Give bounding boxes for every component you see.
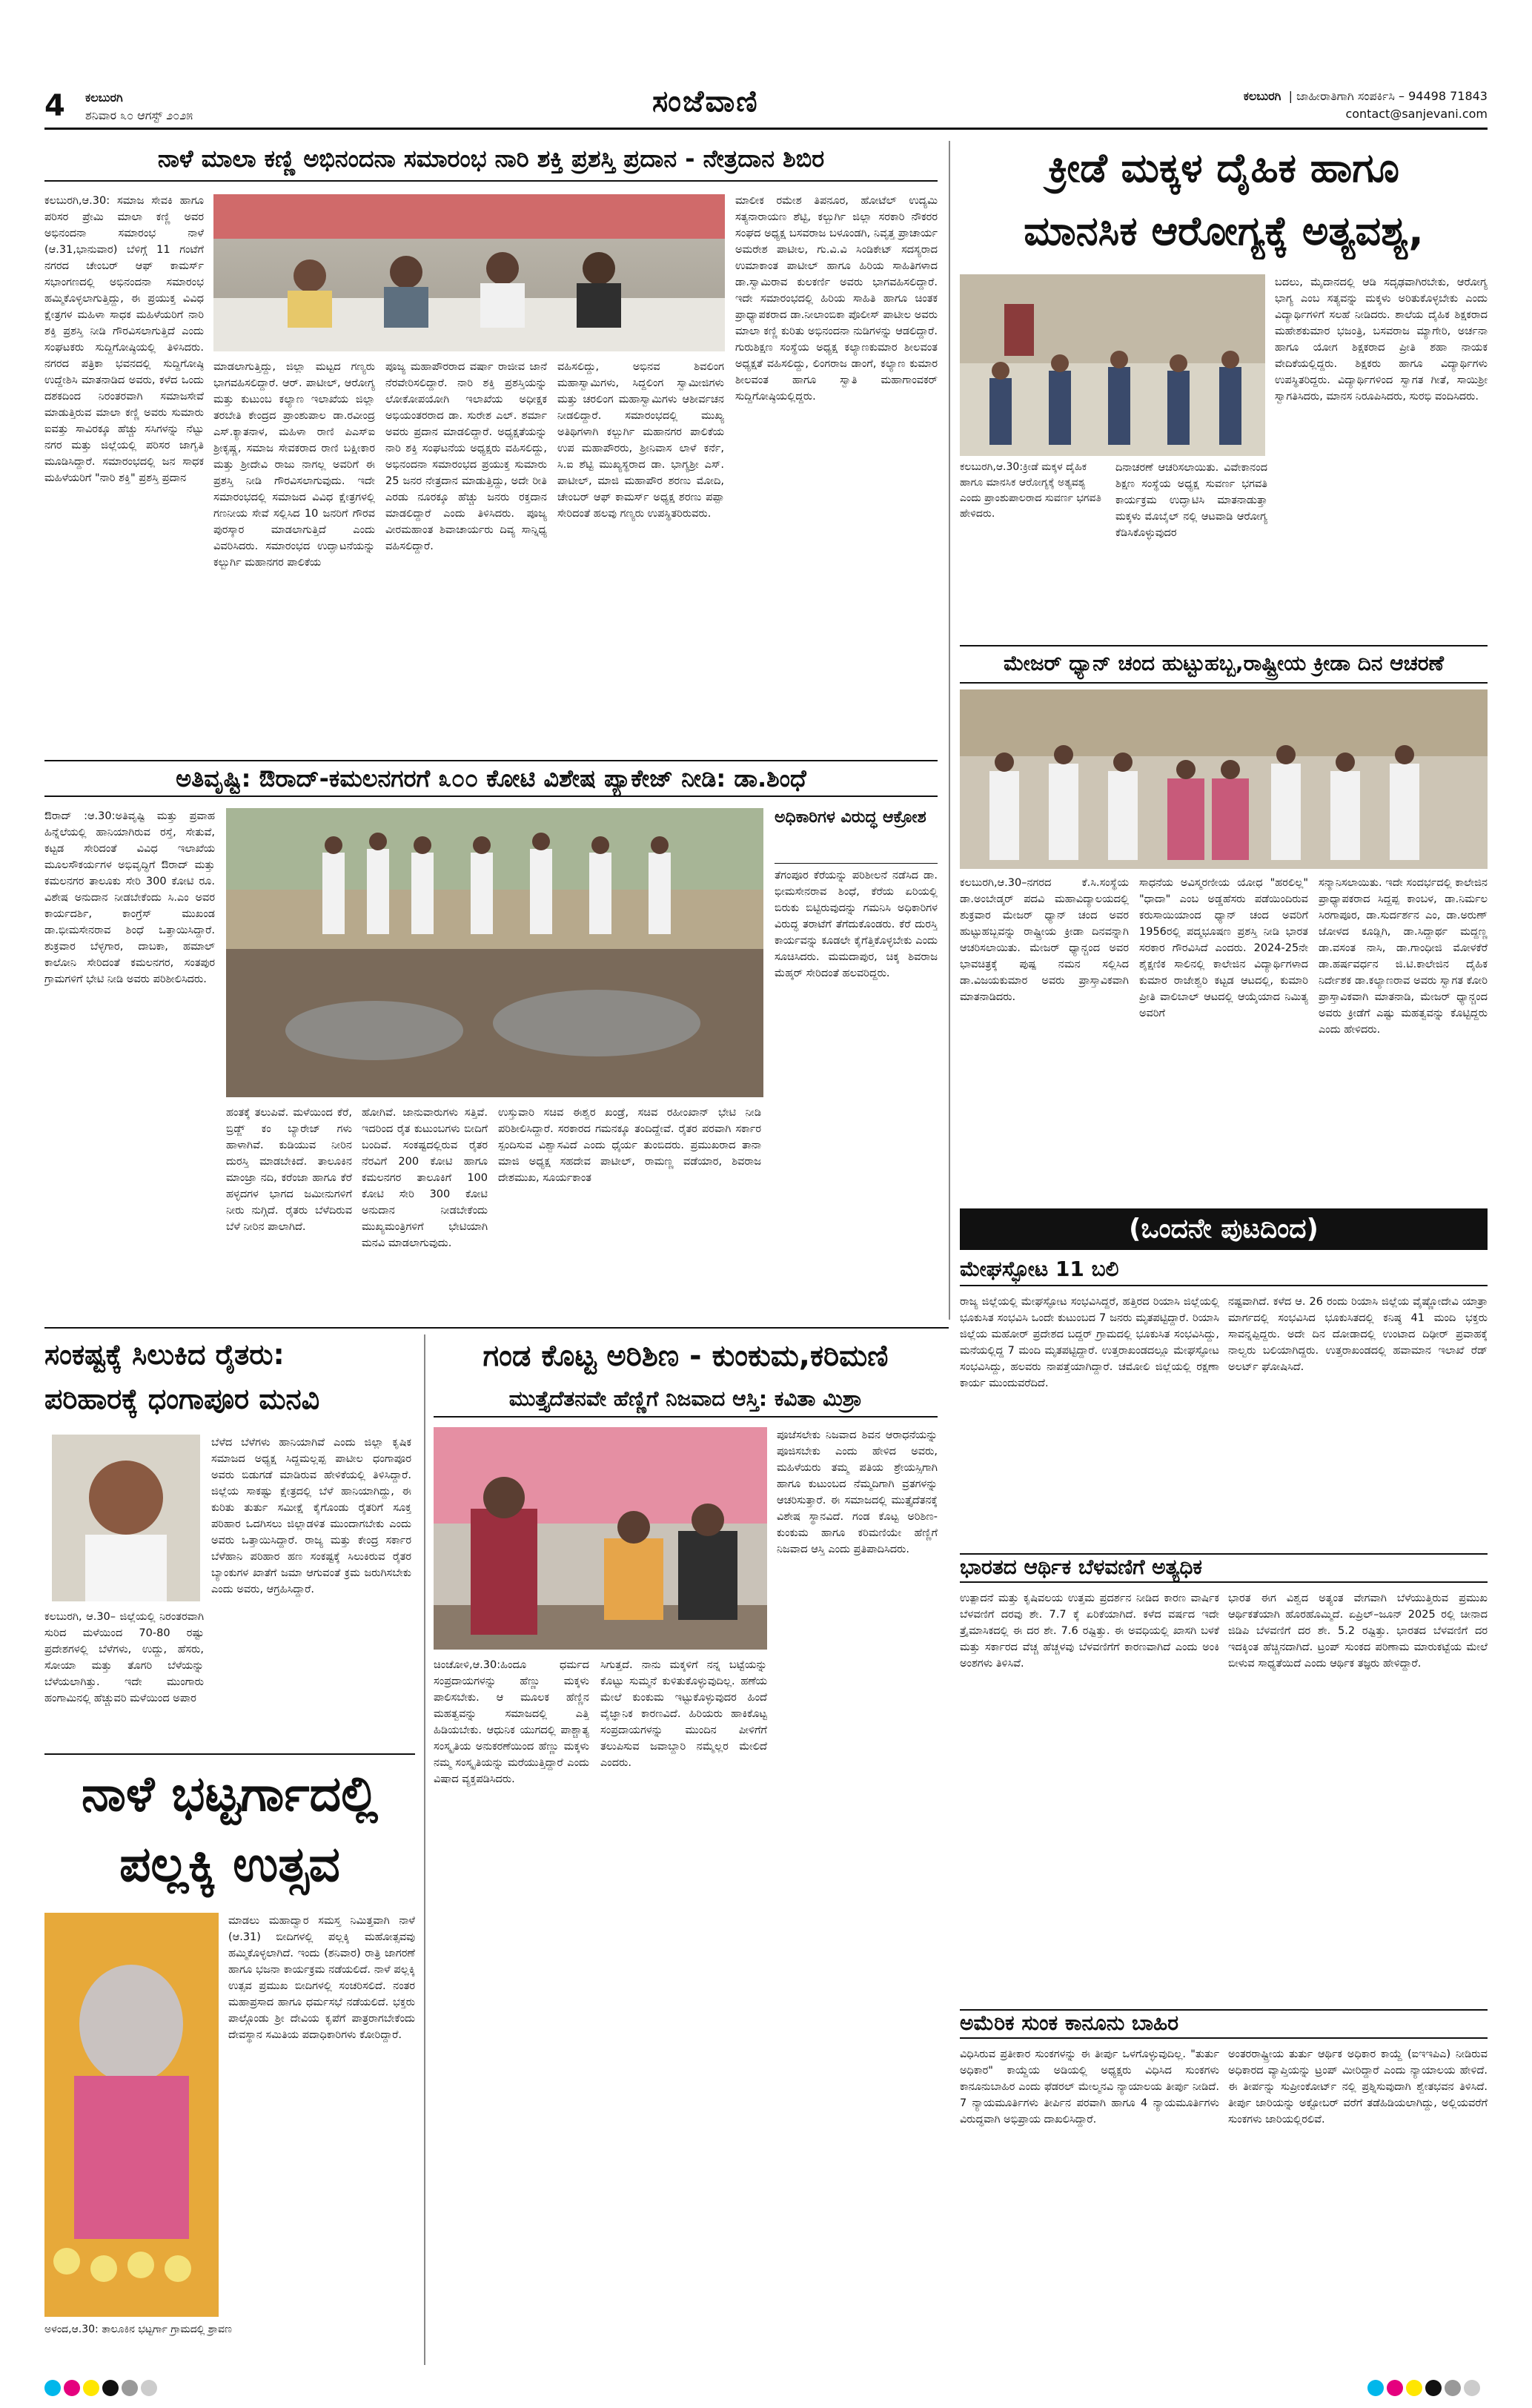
light-gray-mark xyxy=(141,2380,157,2396)
story4-col4: ಉಸ್ತುವಾರಿ ಸಚಿವ ಈಶ್ವರ ಖಂಡ್ರೆ, ಸಚಿವ ರಹೀಂಖಾನ್ ಭೇಟಿ ನೀಡಿ ಪರಿಶೀಲಿಸಿದ್ದಾರೆ. ಸರಕಾರದ ಗಮನಕ್ಕೂ ತಂದಿದ್ದೇವೆ. ರೈತರ ಪರವಾಗಿ ಸರ್ಕಾರ ಸ್ಪಂದಿಸುವ ವಿಶ್ವಾಸವಿದೆ ಎಂದು ಧೈರ್ಯ ತುಂಬಿದರು. ಪ್ರಮುಖರಾದ ತಾನಾ ಮಾಜಿ ಅಧ್ಯಕ್ಷ ಸಹದೇವ ಪಾಟೀಲ್, ರಾಮಣ್ಣ ವಡೆಯಾರ, ಶಿವರಾಜ ದೇಶಮುಖ, ಸೂರ್ಯಕಾಂತ xyxy=(498,1107,761,1184)
column-divider-2 xyxy=(424,1334,425,2365)
story4-col3: ಹೋಗಿವೆ. ಜಾನುವಾರುಗಳು ಸತ್ತಿವೆ. ಇದರಿಂದ ರೈತ ಕುಟುಂಬಗಳು ಬೀದಿಗೆ ಬಂದಿವೆ. ಸಂಕಷ್ಟದಲ್ಲಿರುವ ರೈತರ ನೆರವಿಗೆ 200 ಕೋಟಿ ಹಾಗೂ ಕಮಲನಗರ ತಾಲೂಕಿಗೆ 100 ಕೋಟಿ ಸೇರಿ 300 ಕೋಟಿ ಅನುದಾನ ನೀಡಬೇಕೆಂದು ಮುಖ್ಯಮಂತ್ರಿಗಳಿಗೆ ಭೇಟಿಯಾಗಿ ಮನವಿ ಮಾಡಲಾಗುವುದು. xyxy=(362,1107,488,1249)
story6-caption: ಅಳಂದ,ಆ.30: ತಾಲೂಕಿನ ಭಟ್ಟರ್ಗಾ ಗ್ರಾಮದಲ್ಲಿ ಶ್ರಾವಣ xyxy=(44,2323,232,2335)
sports-day-illustration xyxy=(960,274,1265,456)
story2-headline-2: ಮಾನಸಿಕ ಆರೋಗ್ಯಕ್ಕೆ ಅತ್ಯವಶ್ಯ, xyxy=(1024,208,1424,254)
continuation-sub1: ಮೇಘಸ್ಫೋಟ 11 ಬಲಿ xyxy=(960,1257,1488,1286)
story4-col5: ತೆಗಂಪೂರ ಕೆರೆಯನ್ನು ಪರಿಶೀಲನೆ ನಡೆಸಿದ ಡಾ. ಭೀಮಸೇನರಾವ ಶಿಂಧೆ, ಕೆರೆಯ ಏರಿಯಲ್ಲಿ ಬಿರುಕು ಬಿಟ್ಟಿರುವುದನ್ನು ಗಮನಿಸಿ ಅಧಿಕಾರಿಗಳ ವಿರುದ್ಧ ತರಾಟೆಗೆ ತೆಗೆದುಕೊಂಡರು. ಕೆರೆ ದುರಸ್ತಿ ಕಾರ್ಯವನ್ನು ಕೂಡಲೇ ಕೈಗೆತ್ತಿಕೊಳ್ಳಬೇಕು ಎಂದು ಸೂಚಿಸಿದರು. ಮಮದಾಪುರ, ಚಿಕ್ಕ ಶಿವರಾಜ ಮೆಹ್ಕರ್ ಸೇರಿದಂತೆ ಹಲವರಿದ್ದರು. xyxy=(775,870,938,979)
page-info xyxy=(85,89,193,125)
continuation-sub1-col2: ನಷ್ಟವಾಗಿದೆ. ಕಳೆದ ಆ. 26 ರಂದು ರಿಯಾಸಿ ಜಿಲ್ಲೆಯ ವೈಷ್ಣೋದೇವಿ ಯಾತ್ರಾ ಮಾರ್ಗದಲ್ಲಿ ಸಂಭವಿಸಿದ ಭೂಕುಸಿತದಲ್ಲಿ ಕನಿಷ್ಠ 41 ಮಂದಿ ಭಕ್ತರು ಸಾವನ್ನಪ್ಪಿದ್ದರು. ಅದೇ ದಿನ ದೋಡಾದಲ್ಲಿ ಉಂಟಾದ ದಿಢೀರ್ ಪ್ರವಾಹಕ್ಕೆ ನಾಲ್ವರು ಬಲಿಯಾಗಿದ್ದರು. ಉತ್ತರಾಖಂಡದಲ್ಲಿ ಹವಾಮಾನ ಇಲಾಖೆ ರೆಡ್ ಅಲರ್ಟ್ ಘೋಷಿಸಿದೆ. xyxy=(1228,1296,1488,1373)
story4-col1: ಔರಾದ್ :ಆ.30:ಅತಿವೃಷ್ಟಿ ಮತ್ತು ಪ್ರವಾಹ ಹಿನ್ನೆಲೆಯಲ್ಲಿ ಹಾನಿಯಾಗಿರುವ ರಸ್ತೆ, ಸೇತುವೆ, ಕಟ್ಟಡ ಸೇರಿದಂತೆ ವಿವಿಧ ಇಲಾಖೆಯ ಮೂಲಸೌಕರ್ಯಗಳ ಅಭಿವೃದ್ಧಿಗೆ ಔರಾದ್ ಮತ್ತು ಕಮಲನಗರ ತಾಲೂಕು ಸೇರಿ 300 ಕೋಟಿ ರೂ. ವಿಶೇಷ ಅನುದಾನ ನೀಡಬೇಕೆಂದು ಸಿ.ಎಂ ಅವರ ಕಾರ್ಯದರ್ಶಿ, ಕಾಂಗ್ರೆಸ್ ಮುಖಂಡ ಡಾ.ಭೀಮಸೇನರಾವ ಶಿಂಧೆ ಒತ್ತಾಯಿಸಿದ್ದಾರೆ. ಶುಕ್ರವಾರ ಬೆಳ್ಳಗಾರ, ದಾಬಕಾ, ಹಮಾಲ್ ಕಾಲೋನಿ ಸೇರಿದಂತೆ ಕಮಲನಗರ, ಸಂತಪುರ ಗ್ರಾಮಗಳಿಗೆ ಭೇಟಿ ನೀಡಿ ಅವರು ಪರಿಶೀಲಿಸಿದರು. xyxy=(44,810,215,985)
masthead-logo: ಸಂಜೆವಾಣಿ xyxy=(652,85,759,119)
gray-mark xyxy=(1445,2380,1461,2396)
story7-col3: ಸಿಗುತ್ತದೆ. ನಾನು ಮಕ್ಕಳಿಗೆ ನನ್ನ ಬಟ್ಟೆಯನ್ನು ಕೊಟ್ಟು ಸುಮ್ಮನೆ ಕುಳಿತುಕೊಳ್ಳುವುದಿಲ್ಲ. ಹಣೆಯ ಮೇಲೆ ಕುಂಕುಮ ಇಟ್ಟುಕೊಳ್ಳುವುದರ ಹಿಂದೆ ವೈಜ್ಞಾನಿಕ ಕಾರಣವಿದೆ. ಹಿರಿಯರು ಹಾಕಿಕೊಟ್ಟ ಸಂಪ್ರದಾಯಗಳನ್ನು ಮುಂದಿನ ಪೀಳಿಗೆಗೆ ತಲುಪಿಸುವ ಜವಾಬ್ದಾರಿ ನಮ್ಮೆಲ್ಲರ ಮೇಲಿದೆ ಎಂದರು. xyxy=(600,1659,767,1769)
story2-col-b: ದಿನಾಚರಣೆ ಆಚರಿಸಲಾಯಿತು. ವಿವೇಕಾನಂದ ಶಿಕ್ಷಣ ಸಂಸ್ಥೆಯ ಅಧ್ಯಕ್ಷ ಸುವರ್ಣ ಭಗವತಿ ಕಾರ್ಯಕ್ರಮ ಉದ್ಘಾಟಿಸಿ ಮಾತನಾಡುತ್ತಾ ಮಕ್ಕಳು ಮೊಬೈಲ್ ನಲ್ಲಿ ಆಟವಾಡಿ ಆರೋಗ್ಯ ಕೆಡಿಸಿಕೊಳ್ಳುವುದರ xyxy=(1115,462,1267,539)
story1-col3: ಪೂಜ್ಯ ಮಹಾಪೌರರಾದ ವರ್ಷಾ ರಾಜೀವ ಜಾನೆ ನೆರವೇರಿಸಲಿದ್ದಾರೆ. ನಾರಿ ಶಕ್ತಿ ಪ್ರಶಸ್ತಿಯನ್ನು ಲೋಕೋಪಯೋಗಿ ಇಲಾಖೆಯ ಅಧೀಕ್ಷಕ ಅಭಿಯಂತರರಾದ ಡಾ. ಸುರೇಶ ಎಲ್. ಶರ್ಮಾ ಅವರು ಪ್ರದಾನ ಮಾಡಲಿದ್ದಾರೆ. ಅಧ್ಯಕ್ಷತೆಯನ್ನು ನಾರಿ ಶಕ್ತಿ ಸಂಘಟನೆಯ ಅಧ್ಯಕ್ಷರು ವಹಿಸಲಿದ್ದು, ಅಭಿನಂದನಾ ಸಮಾರಂಭದ ಪ್ರಯುಕ್ತ ಸುಮಾರು 25 ಜನರ ನೇತ್ರದಾನ ಮಾಡುತ್ತಿದ್ದು, ಅದೇ ರೀತಿ ಎರಡು ನೂರಕ್ಕೂ ಹೆಚ್ಚು ಜನರು ರಕ್ತದಾನ ಮಾಡಲಿದ್ದಾರೆ ಎಂದು ತಿಳಿಸಿದರು. ಪೂಜ್ಯ ವೀರಮಹಾಂತ ಶಿವಾಚಾರ್ಯರು ದಿವ್ಯ ಸಾನ್ನಿಧ್ಯ ವಹಿಸಲಿದ್ದಾರೆ. xyxy=(385,361,547,552)
press-meet-illustration xyxy=(213,194,725,351)
story3-col1: ಕಲಬುರಗಿ,ಆ.30–ನಗರದ ಕೆ.ಸಿ.ಸಂಸ್ಥೆಯ ಡಾ.ಅಂಬೇಡ್ಕರ್ ಪದವಿ ಮಹಾವಿದ್ಯಾಲಯದಲ್ಲಿ ಶುಕ್ರವಾರ ಮೇಜರ್ ಧ್ಯಾನ್ ಚಂದ ಅವರ ಹುಟ್ಟುಹಬ್ಬವನ್ನು ರಾಷ್ಟ್ರೀಯ ಕ್ರೀಡಾ ದಿನವನ್ನಾಗಿ ಆಚರಿಸಲಾಯಿತು. ಮೇಜರ್ ಧ್ಯಾನ್ಚಂದ ಅವರ ಭಾವಚಿತ್ರಕ್ಕೆ ಪುಷ್ಪ ನಮನ ಸಲ್ಲಿಸಿದ ಡಾ.ವಿಜಯಕುಮಾರ ಅವರು ಪ್ರಾಸ್ತಾವಿಕವಾಗಿ ಮಾತನಾಡಿದರು. xyxy=(960,877,1129,1003)
story7-subhead: ಮುತ್ತೈದೆತನವೇ ಹೆಣ್ಣಿಗೆ ನಿಜವಾದ ಆಸ್ತಿ: ಕವಿತಾ ಮಿಶ್ರಾ xyxy=(434,1386,938,1418)
section-rule-2 xyxy=(44,1753,415,1755)
story4-photo xyxy=(226,808,763,1097)
story7-col2: ಚಿಂಚೋಳಿ,ಆ.30:ಹಿಂದೂ ಧರ್ಮದ ಸಂಪ್ರದಾಯಗಳನ್ನು ಹೆಣ್ಣು ಮಕ್ಕಳು ಪಾಲಿಸಬೇಕು. ಆ ಮೂಲಕ ಹೆಣ್ಣಿನ ಮಹತ್ವವನ್ನು ಸಮಾಜದಲ್ಲಿ ಎತ್ತಿ ಹಿಡಿಯಬೇಕು. ಆಧುನಿಕ ಯುಗದಲ್ಲಿ ಪಾಶ್ಚಾತ್ಯ ಸಂಸ್ಕೃತಿಯ ಅನುಕರಣೆಯಿಂದ ಹೆಣ್ಣು ಮಕ್ಕಳು ನಮ್ಮ ಸಂಸ್ಕೃತಿಯನ್ನು ಮರೆಯುತ್ತಿದ್ದಾರೆ ಎಂದು ವಿಷಾದ ವ್ಯಕ್ತಪಡಿಸಿದರು. xyxy=(434,1659,589,1785)
cyan-mark xyxy=(44,2380,61,2396)
story3-photo xyxy=(960,689,1488,869)
header-contact xyxy=(1244,87,1488,123)
gray-mark xyxy=(122,2380,138,2396)
yellow-mark xyxy=(83,2380,99,2396)
contact-email[interactable]: contact@sanjevani.com xyxy=(1345,107,1488,121)
light-gray-mark xyxy=(1464,2380,1480,2396)
header-city-right: ಕಲಬುರಗಿ xyxy=(1243,89,1281,103)
cyan-mark xyxy=(1367,2380,1384,2396)
story5-headline-2: ಪರಿಹಾರಕ್ಕೆ ಧಂಗಾಪೂರ ಮನವಿ xyxy=(44,1383,320,1415)
award-ceremony-illustration xyxy=(960,689,1488,869)
story1-photo xyxy=(213,194,725,351)
story6-text: ಮಾಡಲು ಮಹಾದ್ವಾರ ಸಮಸ್ತ ನಿಮಿತ್ತವಾಗಿ ನಾಳೆ (ಆ.31) ಬೀದಿಗಳಲ್ಲಿ ಪಲ್ಲಕ್ಕಿ ಮಹೋತ್ಸವವು ಹಮ್ಮಿಕೊಳ್ಳಲಾಗಿದೆ. ಇಂದು (ಶನಿವಾರ) ರಾತ್ರಿ ಜಾಗರಣೆ ಹಾಗೂ ಭಜನಾ ಕಾರ್ಯಕ್ರಮ ನಡೆಯಲಿದೆ. ನಾಳೆ ಪಲ್ಲಕ್ಕಿ ಉತ್ಸವ ಪ್ರಮುಖ ಬೀದಿಗಳಲ್ಲಿ ಸಂಚರಿಸಲಿದೆ. ನಂತರ ಮಹಾಪ್ರಸಾದ ಹಾಗೂ ಧರ್ಮಸಭೆ ನಡೆಯಲಿದೆ. ಭಕ್ತರು ಪಾಲ್ಗೊಂಡು ಶ್ರೀ ದೇವಿಯ ಕೃಪೆಗೆ ಪಾತ್ರರಾಗಬೇಕೆಂದು ದೇವಸ್ಥಾನ ಸಮಿತಿಯ ಪದಾಧಿಕಾರಿಗಳು ಕೋರಿದ್ದಾರೆ. xyxy=(228,1915,415,2041)
story2-headline-1: ಕ್ರೀಡೆ ಮಕ್ಕಳ ದೈಹಿಕ ಹಾಗೂ xyxy=(1048,145,1399,191)
continuation-sub1-col1: ರಾಜ್ಯ ಜಿಲ್ಲೆಯಲ್ಲಿ ಮೇಘಸ್ಫೋಟ ಸಂಭವಿಸಿದ್ದರೆ, ಹತ್ತಿರದ ರಿಯಾಸಿ ಜಿಲ್ಲೆಯಲ್ಲಿ ಭೂಕುಸಿತ ಸಂಭವಿಸಿ ಒಂದೇ ಕುಟುಂಬದ 7 ಜನರು ಮೃತಪಟ್ಟಿದ್ದಾರೆ. ರಿಯಾಸಿ ಜಿಲ್ಲೆಯ ಮಹೋರ್ ಪ್ರದೇಶದ ಬದ್ದರ್ ಗ್ರಾಮದಲ್ಲಿ ಭೂಕುಸಿತ ಸಂಭವಿಸಿದ್ದು, ಮನೆಯಲ್ಲಿದ್ದ 7 ಮಂದಿ ಮೃತಪಟ್ಟಿದ್ದಾರೆ. ಉತ್ತರಾಖಂಡದಲ್ಲೂ ಮೇಘಸ್ಫೋಟ ಸಂಭವಿಸಿದ್ದು, ಹಲವರು ನಾಪತ್ತೆಯಾಗಿದ್ದಾರೆ. ಚಮೋಲಿ ಜಿಲ್ಲೆಯಲ್ಲಿ ರಕ್ಷಣಾ ಕಾರ್ಯ ಮುಂದುವರೆದಿದೆ. xyxy=(960,1296,1219,1389)
continuation-sub2: ಭಾರತದ ಆರ್ಥಿಕ ಬೆಳವಣಿಗೆ ಅತ್ಯಧಿಕ xyxy=(960,1553,1488,1583)
header-date: ಶನಿವಾರ ೩೦ ಆಗಸ್ಟ್ ೨೦೨೫ xyxy=(85,108,193,122)
story3-headline: ಮೇಜರ್ ಧ್ಯಾನ್ ಚಂದ ಹುಟ್ಟುಹಬ್ಬ,ರಾಷ್ಟ್ರೀಯ ಕ್ರೀಡಾ ದಿನ ಆಚರಣೆ xyxy=(960,645,1488,684)
story4-headline: ಅತಿವೃಷ್ಟಿ: ಔರಾದ್-ಕಮಲನಗರಗೆ ೩೦೦ ಕೋಟಿ ವಿಶೇಷ ಪ್ಯಾಕೇಜ್ ನೀಡಿ: ಡಾ.ಶಿಂಧೆ xyxy=(44,760,938,797)
story5-portrait xyxy=(52,1435,200,1601)
magenta-mark xyxy=(64,2380,80,2396)
continuation-sub2-col1: ಉತ್ಪಾದನೆ ಮತ್ತು ಕೃಷಿವಲಯ ಉತ್ತಮ ಪ್ರದರ್ಶನ ನೀಡಿದ ಕಾರಣ ವಾರ್ಷಿಕ ಬೆಳವಣಿಗೆ ದರವು ಶೇ. 7.7 ಕ್ಕೆ ಏರಿಕೆಯಾಗಿದೆ. ಕಳೆದ ವರ್ಷದ ಇದೇ ತ್ರೈಮಾಸಿಕದಲ್ಲಿ ಈ ದರ ಶೇ. 7.6 ರಷ್ಟಿತ್ತು. ಈ ಅವಧಿಯಲ್ಲಿ ಖಾಸಗಿ ಬಳಕೆ ಮತ್ತು ಸರ್ಕಾರದ ವೆಚ್ಚ ಹೆಚ್ಚಳವು ಬೆಳವಣಿಗೆಗೆ ಕಾರಣವಾಗಿದೆ ಎಂದು ಅಂಕಿ ಅಂಶಗಳು ತಿಳಿಸಿವೆ. xyxy=(960,1592,1219,1670)
continuation-sub3-col1: ವಿಧಿಸಿರುವ ಪ್ರತೀಕಾರ ಸುಂಕಗಳನ್ನು ಈ ತೀರ್ಪು ಒಳಗೊಳ್ಳುವುದಿಲ್ಲ. "ತುರ್ತು ಅಧಿಕಾರ" ಕಾಯ್ದೆಯ ಅಡಿಯಲ್ಲಿ ಅಧ್ಯಕ್ಷರು ವಿಧಿಸಿದ ಸುಂಕಗಳು ಕಾನೂನುಬಾಹಿರ ಎಂದು ಫೆಡರಲ್ ಮೇಲ್ಮನವಿ ನ್ಯಾಯಾಲಯ ತೀರ್ಪು ನೀಡಿದೆ. 7 ನ್ಯಾಯಮೂರ್ತಿಗಳು ತೀರ್ಪಿನ ಪರವಾಗಿ ಹಾಗೂ 4 ನ್ಯಾಯಮೂರ್ತಿಗಳು ವಿರುದ್ಧವಾಗಿ ಅಭಿಪ್ರಾಯ ದಾಖಲಿಸಿದ್ದಾರೆ. xyxy=(960,2048,1219,2126)
story3-col2: ಸಾಧನೆಯ ಅವಿಸ್ಮರಣೀಯ ಯೋಧ "ಹರಲಿಲ್ಲ" "ಧಾದಾ" ಎಂಬ ಅಡ್ಡಹೆಸರು ಪಡೆಯಿಂದಿರುವ ಕರುಸಾಯಿಯಾಂದ ಧ್ಯಾನ್ ಚಂದ ಅವರಿಗೆ 1956ರಲ್ಲಿ ಪದ್ಮಭೂಷಣ ಪ್ರಶಸ್ತಿ ನೀಡಿ ಭಾರತ ಸರಕಾರ ಗೌರವಿಸಿದೆ ಎಂದರು. 2024-25ನೇ ಶೈಕ್ಷಣಿಕ ಸಾಲಿನಲ್ಲಿ ಕಾಲೇಜಿನ ವಿದ್ಯಾರ್ಥಿಗಳಾದ ಕುಮಾರ ರಾಜೇಶ್ವರಿ ಕಟ್ಟಡ ಆಟದಲ್ಲಿ, ಕುಮಾರಿ ಪ್ರೀತಿ ವಾಲಿಬಾಲ್ ಆಟದಲ್ಲಿ ಆಯ್ಕೆಯಾದ ನಿಮಿತ್ಯ ಅವರಿಗೆ xyxy=(1139,877,1308,1019)
page-number: 4 xyxy=(44,89,65,123)
continuation-sub3-col2: ಅಂತರರಾಷ್ಟ್ರೀಯ ತುರ್ತು ಆರ್ಥಿಕ ಅಧಿಕಾರ ಕಾಯ್ದೆ (ಐಇಇಪಿಎ) ನೀಡಿರುವ ಅಧಿಕಾರದ ವ್ಯಾಪ್ತಿಯನ್ನು ಟ್ರಂಪ್ ಮೀರಿದ್ದಾರೆ ಎಂದು ನ್ಯಾಯಾಲಯ ಹೇಳಿದೆ. ಈ ತೀರ್ಪನ್ನು ಸುಪ್ರೀಂಕೋರ್ಟ್ ನಲ್ಲಿ ಪ್ರಶ್ನಿಸುವುದಾಗಿ ಶ್ವೇತಭವನ ತಿಳಿಸಿದೆ. ತೀರ್ಪು ಜಾರಿಯನ್ನು ಅಕ್ಟೋಬರ್ ವರೆಗೆ ತಡೆಹಿಡಿಯಲಾಗಿದ್ದು, ಅಲ್ಲಿಯವರೆಗೆ ಸುಂಕಗಳು ಜಾರಿಯಲ್ಲಿರಲಿವೆ. xyxy=(1228,2048,1488,2126)
continuation-banner: (ಒಂದನೇ ಪುಟದಿಂದ) xyxy=(960,1208,1488,1250)
story4-subhead: ಅಧಿಕಾರಿಗಳ ವಿರುದ್ಧ ಆಕ್ರೋಶ xyxy=(775,808,938,864)
continuation-sub3: ಅಮೆರಿಕ ಸುಂಕ ಕಾನೂನು ಬಾಹಿರ xyxy=(960,2009,1488,2039)
yellow-mark xyxy=(1406,2380,1422,2396)
story7-headline: ಗಂಡ ಕೊಟ್ಟ ಅರಿಶಿಣ - ಕುಂಕುಮ,ಕರಿಮಣಿ xyxy=(483,1339,889,1373)
black-mark xyxy=(1425,2380,1442,2396)
person-portrait xyxy=(52,1435,200,1601)
ads-contact: | ಜಾಹೀರಾತಿಗಾಗಿ ಸಂಪರ್ಕಿಸಿ – 94498 71843 xyxy=(1288,89,1488,103)
story2-photo xyxy=(960,274,1265,456)
story4-col2: ಹಂತಕ್ಕೆ ತಲುಪಿವೆ. ಮಳೆಯಿಂದ ಕೆರೆ, ಬ್ರಿಡ್ಜ್ ಕಂ ಬ್ಯಾರೇಜ್ ಗಳು ಹಾಳಾಗಿವೆ. ಕುಡಿಯುವ ನೀರಿನ ದುರಸ್ತಿ ಮಾಡಬೇಕಿದೆ. ತಾಲೂಕಿನ ಮಾಂಜ್ರಾ ನದಿ, ಕರೆಂಜಾ ಹಾಗೂ ಕೆರೆ ಹಳ್ಳದಗಳ ಭಾಗದ ಜಮೀನುಗಳಿಗೆ ನೀರು ನುಗ್ಗಿದೆ. ರೈತರು ಬೆಳೆದಿರುವ ಬೆಳೆ ನೀರಿನ ಪಾಲಾಗಿದೆ. xyxy=(226,1107,352,1233)
column-divider xyxy=(949,141,950,1320)
story6-headline-1: ನಾಳೆ ಭಟ್ಟರ್ಗಾದಲ್ಲಿ xyxy=(81,1765,379,1822)
story5-col-right: ಬೆಳೆದ ಬೆಳೆಗಳು ಹಾನಿಯಾಗಿವೆ ಎಂದು ಜಿಲ್ಲಾ ಕೃಷಿಕ ಸಮಾಜದ ಅಧ್ಯಕ್ಷ ಸಿದ್ದಮಲ್ಲಪ್ಪ ಪಾಟೀಲ ಧಂಗಾಪೂರ ಅವರು ಬಿಡುಗಡೆ ಮಾಡಿರುವ ಹೇಳಿಕೆಯಲ್ಲಿ ತಿಳಿಸಿದ್ದಾರೆ. ಜಿಲ್ಲೆಯ ಸಾಕಷ್ಟು ಕ್ಷೇತ್ರದಲ್ಲಿ ಬೆಳೆ ಹಾನಿಯಾಗಿದ್ದು, ಈ ಕುರಿತು ತುರ್ತು ಸಮೀಕ್ಷೆ ಕೈಗೊಂಡು ರೈತರಿಗೆ ಸೂಕ್ತ ಪರಿಹಾರ ಒದಗಿಸಲು ಜಿಲ್ಲಾಡಳಿತ ಮುಂದಾಗಬೇಕು ಎಂದು ಅವರು ಒತ್ತಾಯಿಸಿದ್ದಾರೆ. ರಾಜ್ಯ ಮತ್ತು ಕೇಂದ್ರ ಸರ್ಕಾರ ಬೆಳೆಹಾನಿ ಪರಿಹಾರ ಹಣ ಸಂಕಷ್ಟಕ್ಕೆ ಸಿಲುಕಿರುವ ರೈತರ ಬ್ಯಾಂಕುಗಳ ಖಾತೆಗೆ ಜಮಾ ಆಗುವಂತೆ ಕ್ರಮ ಜರುಗಿಸಬೇಕು ಎಂದು ಅವರು, ಆಗ್ರಹಿಸಿದ್ದಾರೆ. xyxy=(211,1437,411,1595)
story6-photo xyxy=(44,1913,219,2317)
continuation-sub2-col2: ಭಾರತ ಈಗ ವಿಶ್ವದ ಅತ್ಯಂತ ವೇಗವಾಗಿ ಬೆಳೆಯುತ್ತಿರುವ ಪ್ರಮುಖ ಆರ್ಥಿಕತೆಯಾಗಿ ಹೊರಹೊಮ್ಮಿದೆ. ಏಪ್ರಿಲ್–ಜೂನ್ 2025 ರಲ್ಲಿ ಚೀನಾದ ಜಿಡಿಪಿ ಬೆಳವಣಿಗೆ ದರ ಶೇ. 5.2 ರಷ್ಟಿತ್ತು. ಭಾರತದ ಬೆಳವಣಿಗೆ ದರ ಇದಕ್ಕಿಂತ ಹೆಚ್ಚಿನದಾಗಿದೆ. ಟ್ರಂಪ್ ಸುಂಕದ ಪರಿಣಾಮ ಮಾರುಕಟ್ಟೆಯ ಮೇಲೆ ಬೀಳುವ ಸಾಧ್ಯತೆಯಿದೆ ಎಂದು ಆರ್ಥಿಕ ತಜ್ಞರು ಹೇಳಿದ್ದಾರೆ. xyxy=(1228,1592,1488,1670)
story7-col1: ಪೂಜೆಸಲೇಕು ನಿಜವಾದ ಶಿವನ ಆರಾಧನೆಯನ್ನು ಪೂಜಿಸಬೇಕು ಎಂದು ಹೇಳಿದ ಅವರು, ಮಹಿಳೆಯರು ತಮ್ಮ ಪತಿಯ ಶ್ರೇಯಸ್ಸಿಗಾಗಿ ಹಾಗೂ ಕುಟುಂಬದ ನೆಮ್ಮದಿಗಾಗಿ ವ್ರತಗಳನ್ನು ಆಚರಿಸುತ್ತಾರೆ. ಈ ಸಮಾಜದಲ್ಲಿ ಮುತ್ತೈದೆತನಕ್ಕೆ ವಿಶೇಷ ಸ್ಥಾನವಿದೆ. ಗಂಡ ಕೊಟ್ಟ ಅರಿಶಿಣ-ಕುಂಕುಮ ಹಾಗೂ ಕರಿಮಣಿಯೇ ಹೆಣ್ಣಿಗೆ ನಿಜವಾದ ಆಸ್ತಿ ಎಂದು ಪ್ರತಿಪಾದಿಸಿದರು. xyxy=(777,1429,938,1555)
story2-side-text: ಬದಲು, ಮೈದಾನದಲ್ಲಿ ಆಡಿ ಸದೃಢವಾಗಿರಬೇಕು, ಆರೋಗ್ಯ ಭಾಗ್ಯ ಎಂಬ ಸತ್ಯವನ್ನು ಮಕ್ಕಳು ಅರಿತುಕೊಳ್ಳಬೇಕು ಎಂದು ವಿದ್ಯಾರ್ಥಿಗಳಿಗೆ ಸಲಹೆ ನೀಡಿದರು. ಶಾಲೆಯ ದೈಹಿಕ ಶಿಕ್ಷಕರಾದ ಮಹೇಶಕುಮಾರ ಭಜಂತ್ರಿ, ಬಸವರಾಜ ಮ್ಯಾಗೇರಿ, ಅರ್ಚನಾ ಹಾಗೂ ಯೋಗ ಶಿಕ್ಷಕರಾದ ಪ್ರೀತಿ ಶಹಾ ನಾಯಕ ವೇದಿಕೆಯಲ್ಲಿದ್ದರು. ಶಿಕ್ಷಕರು ಹಾಗೂ ವಿದ್ಯಾರ್ಥಿಗಳು ಉಪಸ್ಥಿತರಿದ್ದರು. ವಿದ್ಯಾರ್ಥಿಗಳಿಂದ ಸ್ವಾಗತ ಗೀತೆ, ಸಾಯಿಶ್ರೀ ಸ್ವಾಗತಿಸಿದರು, ಮಾನಸ ನಿರೂಪಿಸಿದರು, ಸುರಭಿ ವಂದಿಸಿದರು. xyxy=(1275,277,1488,403)
registration-marks-left xyxy=(44,2380,157,2396)
story3-col3: ಸನ್ಮಾನಿಸಲಾಯಿತು. ಇದೇ ಸಂದರ್ಭದಲ್ಲಿ ಕಾಲೇಜಿನ ಪ್ರಾಧ್ಯಾಪಕರಾದ ಸಿದ್ದಪ್ಪ ಕಾಂಬಳ, ಡಾ.ನಿರ್ಮಲ ಸಿರಗಾಪೂರ, ಡಾ.ಸುರ್ದರ್ಶನ ಎಂ, ಡಾ.ಅರುಣ್ ಜೋಳದ ಕೂಡ್ಲಿಗಿ, ಡಾ.ಸಿದ್ದಾರ್ಥ ಮದ್ದಣ್ಣ ಡಾ.ವಸಂತ ನಾಸಿ, ಡಾ.ಗಾಂಧೀಜಿ ಮೋಳಕೆರೆ ಡಾ.ಹರ್ಷವರ್ಧನ ಜಿ.ಟಿ.ಕಾಲೇಜಿನ ದೈಹಿಕ ನಿರ್ದೇಶಕ ಡಾ.ಕಲ್ಯಾಣರಾವ ಅವರು ಸ್ವಾಗತ ಕೋರಿ ಪ್ರಾಸ್ತಾವಿಕವಾಗಿ ಮಾತನಾಡಿ, ಮೇಜರ್ ಧ್ಯಾನ್ಚಂದ ಅವರು ಕ್ರೀಡೆಗೆ ಎಷ್ಟು ಮಹತ್ವವನ್ನು ಕೊಟ್ಟಿದ್ದರು ಎಂದು ಹೇಳಿದರು. xyxy=(1319,877,1488,1036)
story1-headline: ನಾಳೆ ಮಾಲಾ ಕಣ್ಣಿ ಅಭಿನಂದನಾ ಸಮಾರಂಭ ನಾರಿ ಶಕ್ತಿ ಪ್ರಶಸ್ತಿ ಪ್ರದಾನ - ನೇತ್ರದಾನ ಶಿಬಿರ xyxy=(44,145,938,182)
header-rule xyxy=(44,128,1488,130)
event-stage-illustration xyxy=(434,1427,767,1650)
flood-damage-illustration xyxy=(226,808,763,1097)
story7-photo xyxy=(434,1427,767,1650)
story5-col-left: ಕಲಬುರಗಿ, ಆ.30– ಜಿಲ್ಲೆಯಲ್ಲಿ ನಿರಂತರವಾಗಿ ಸುರಿದ ಮಳೆಯಿಂದ 70-80 ರಷ್ಟು ಪ್ರದೇಶಗಳಲ್ಲಿ ಬೆಳೆಗಳು, ಉದ್ದು, ಹೆಸರು, ಸೋಯಾ ಮತ್ತು ತೊಗರಿ ಬೆಳೆಯನ್ನು ಬೆಳೆಯಲಾಗಿತ್ತು. ಇದೇ ಮುಂಗಾರು ಹಂಗಾಮಿನಲ್ಲಿ ಹೆಚ್ಚುವರಿ ಮಳೆಯಿಂದ ಅಪಾರ xyxy=(44,1611,204,1704)
black-mark xyxy=(102,2380,119,2396)
deity-illustration xyxy=(44,1913,219,2317)
story1-col5: ಮಾಲೀಕ ರಮೇಶ ತಿಪನೂರ, ಹೋಟೆಲ್ ಉದ್ಯಮಿ ಸತ್ಯನಾರಾಯಣ ಶೆಟ್ಟಿ, ಕಲ್ಬುರ್ಗಿ ಜಿಲ್ಲಾ ಸರಕಾರಿ ನೌಕರರ ಸಂಘದ ಅಧ್ಯಕ್ಷ ಬಸವರಾಜ ಬಳೂಂಡಗಿ, ನಿವೃತ್ತ ಪ್ರಾಚಾರ್ಯ ಅಮರೇಶ ಪಾಟೀಲ, ಗು.ವಿ.ವಿ ಸಿಂಡಿಕೇಟ್ ಸದಸ್ಯರಾದ ಉಮಾಕಾಂತ ಪಾಟೀಲ್ ಹಾಗೂ ಹಿರಿಯ ಸಾಹಿತಿಗಳಾದ ಡಾ.ಸ್ವಾಮಿರಾವ ಕುಲಕರ್ಣಿ ಅವರು ಭಾಗವಹಿಸಲಿದ್ದಾರೆ. ಇದೇ ಸಮಾರಂಭದಲ್ಲಿ ಹಿರಿಯ ಸಾಹಿತಿ ಹಾಗೂ ಚಿಂತಕ ಪ್ರಾಧ್ಯಾಪಕರಾದ ಡಾ.ನೀಲಾಂಬಿಕಾ ಪೊಲೀಸ್ ಪಾಟೀಲ ಅವರು ಮಾಲಾ ಕಣ್ಣಿ ಕುರಿತು ಅಭಿನಂದನಾ ನುಡಿಗಳನ್ನು ಆಡಲಿದ್ದಾರೆ. ಗುರುಶಿಕ್ಷಣ ಸಂಸ್ಥೆಯ ಅಧ್ಯಕ್ಷ ಕಲ್ಯಾಣಕುಮಾರ ಶೀಲವಂತ ಅಧ್ಯಕ್ಷತೆ ವಹಿಸಲಿದ್ದು, ಲಿಂಗರಾಜ ಡಾಂಗೆ, ಕಲ್ಯಾಣ ಕುಮಾರ ಶೀಲವಂತ ಹಾಗೂ ಸ್ವಾತಿ ಮಹಾಗಾಂವಕರ್ ಸುದ್ದಿಗೋಷ್ಠಿಯಲ್ಲಿದ್ದರು. xyxy=(735,195,938,403)
magenta-mark xyxy=(1387,2380,1403,2396)
story2-caption: ಕಲಬುರಗಿ,ಆ.30:ಕ್ರೀಡೆ ಮಕ್ಕಳ ದೈಹಿಕ ಹಾಗೂ ಮಾನಸಿಕ ಆರೋಗ್ಯಕ್ಕೆ ಅತ್ಯವಶ್ಯ ಎಂದು ಪ್ರಾಂಶುಪಾಲರಾದ ಸುವರ್ಣ ಭಗವತಿ ಹೇಳಿದರು. xyxy=(960,461,1101,520)
story1-col2: ಮಾಡಲಾಗುತ್ತಿದ್ದು, ಜಿಲ್ಲಾ ಮಟ್ಟದ ಗಣ್ಯರು ಭಾಗವಹಿಸಲಿದ್ದಾರೆ. ಆರ್. ಪಾಟೀಲ್, ಆರೋಗ್ಯ ಮತ್ತು ಕುಟುಂಬ ಕಲ್ಯಾಣ ಇಲಾಖೆಯ ಜಿಲ್ಲಾ ತರಬೇತಿ ಕೇಂದ್ರದ ಪ್ರಾಂಶುಪಾಲ ಡಾ.ರವೀಂದ್ರ ಎಸ್.ಕ್ಯಾತನಾಳ, ಮಹಿಳಾ ರಾಣಿ ಪಿಎಸ್‌ಐ ಶ್ರೀಕೃಷ್ಣ, ಸಮಾಜ ಸೇವಕರಾದ ರಾಣಿ ಬಕ್ಷೀಕಾರ ಮತ್ತು ಶ್ರೀದೇವಿ ರಾಜು ನಾಗಲ್ಲ ಅವರಿಗೆ ಈ ಪ್ರಶಸ್ತಿ ನೀಡಿ ಗೌರವಿಸಲಾಗುವುದು. ಇದೇ ಸಮಾರಂಭದಲ್ಲಿ ಸಮಾಜದ ವಿವಿಧ ಕ್ಷೇತ್ರಗಳಲ್ಲಿ ಗಣನೀಯ ಸೇವೆ ಸಲ್ಲಿಸಿದ 10 ಜನರಿಗೆ ಗೌರವ ಪುರಸ್ಕಾರ ಮಾಡಲಾಗುತ್ತಿದೆ ಎಂದು ವಿವರಿಸಿದರು. ಸಮಾರಂಭದ ಉದ್ಘಾಟನೆಯನ್ನು ಕಲ್ಬುರ್ಗಿ ಮಹಾನಗರ ಪಾಲಿಕೆಯ xyxy=(213,361,375,569)
registration-marks-right xyxy=(1367,2380,1480,2396)
story1-col4: ವಹಿಸಲಿದ್ದು, ಅಭಿನವ ಶಿವಲಿಂಗ ಮಹಾಸ್ವಾಮಿಗಳು, ಸಿದ್ದಲಿಂಗ ಸ್ವಾಮೀಜಿಗಳು ಮತ್ತು ಚರಲಿಂಗ ಮಹಾಸ್ವಾಮಿಗಳು ಆಶೀರ್ವಚನ ನೀಡಲಿದ್ದಾರೆ. ಸಮಾರಂಭದಲ್ಲಿ ಮುಖ್ಯ ಅತಿಥಿಗಳಾಗಿ ಕಲ್ಬುರ್ಗಿ ಮಹಾನಗರ ಪಾಲಿಕೆಯ ಉಪ ಮಹಾಪೌರರು, ಶ್ರೀನಿವಾಸ ಲಾಳೆ ಕರ್ನೆ, ಸಿ.ಐ ಶೆಟ್ಟಿ ಮುಖ್ಯಸ್ಥರಾದ ಡಾ. ಭಾಗ್ಯಶ್ರೀ ಎಸ್. ಪಾಟೀಲ್, ಮಾಜಿ ಮಹಾಪೌರ ಶರಣು ಮೋದಿ, ಚೇಂಬರ್ ಆಫ್ ಕಾಮರ್ಸ್ ಅಧ್ಯಕ್ಷ ಶರಣು ಪಪ್ಪಾ ಸೇರಿದಂತೆ ಹಲವು ಗಣ್ಯರು ಉಪಸ್ಥಿತರಿರುವರು. xyxy=(557,361,724,520)
section-rule xyxy=(44,1327,949,1329)
story6-headline-2: ಪಲ್ಲಕ್ಕಿ ಉತ್ಸವ xyxy=(119,1836,340,1893)
header-city: ಕಲಬುರಗಿ xyxy=(85,90,123,105)
story1-col1: ಕಲಬುರಗಿ,ಆ.30: ಸಮಾಜ ಸೇವಕಿ ಹಾಗೂ ಪರಿಸರ ಪ್ರೇಮಿ ಮಾಲಾ ಕಣ್ಣಿ ಅವರ ಅಭಿನಂದನಾ ಸಮಾರಂಭ ನಾಳೆ (ಆ.31,ಭಾನುವಾರ) ಬೆಳಿಗ್ಗೆ 11 ಗಂಟೆಗೆ ನಗರದ ಚೇಂಬರ್ ಆಫ್ ಕಾಮರ್ಸ್ ಸಭಾಂಗಣದಲ್ಲಿ ಅಭಿನಂದನಾ ಸಮಾರಂಭ ಹಮ್ಮಿಕೊಳ್ಳಲಾಗುತ್ತಿದ್ದು, ಈ ಪ್ರಯುಕ್ತ ವಿವಿಧ ಕ್ಷೇತ್ರಗಳ ಮಹಿಳಾ ಸಾಧಕ ಮಹಿಳೆಯರಿಗೆ ನಾರಿ ಶಕ್ತಿ ಪ್ರಶಸ್ತಿ ನೀಡಿ ಗೌರವಿಸಲಾಗುತ್ತಿದೆ ಎಂದು ಸಂಘಟಕರು ಸುದ್ದಿಗೋಷ್ಠಿಯಲ್ಲಿ ತಿಳಿಸಿದರು. ನಗರದ ಪತ್ರಿಕಾ ಭವನದಲ್ಲಿ ಸುದ್ದಿಗೋಷ್ಠಿ ಉದ್ದೇಶಿಸಿ ಮಾತನಾಡಿದ ಅವರು, ಕಳೆದ ಒಂದು ದಶಕದಿಂದ ನಿರಂತರವಾಗಿ ಸಮಾಜಸೇವೆ ಮಾಡುತ್ತಿರುವ ಮಾಲಾ ಕಣ್ಣಿ ಅವರು ಸುಮಾರು ಐವತ್ತು ಸಾವಿರಕ್ಕೂ ಹೆಚ್ಚು ಸಸಿಗಳನ್ನು ನೆಟ್ಟು ನಗರ ಮತ್ತು ಜಿಲ್ಲೆಯಲ್ಲಿ ಪರಿಸರ ಜಾಗೃತಿ ಮೂಡಿಸಿದ್ದಾರೆ. ಸಮಾರಂಭದಲ್ಲಿ ಜನ ಸಾಧಕ ಮಹಿಳೆಯರಿಗೆ "ನಾರಿ ಶಕ್ತಿ" ಪ್ರಶಸ್ತಿ ಪ್ರದಾನ xyxy=(44,195,204,484)
story5-headline-1: ಸಂಕಷ್ಟಕ್ಕೆ ಸಿಲುಕಿದ ರೈತರು: xyxy=(44,1338,285,1371)
